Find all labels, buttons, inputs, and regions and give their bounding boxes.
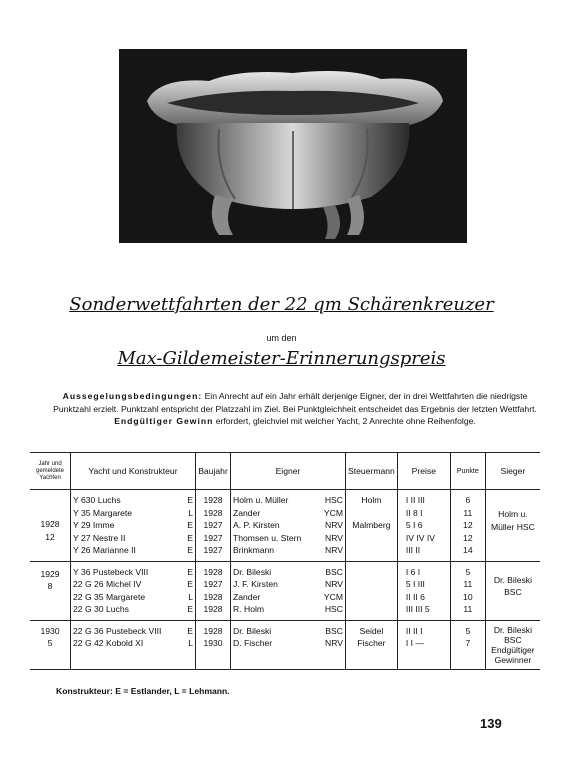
header-baujahr: Baujahr — [196, 453, 231, 490]
owner-name: R. Holm — [233, 604, 265, 614]
cell-preise — [397, 561, 450, 620]
helmsman: Seidel — [359, 625, 384, 636]
year-value: 1929 — [40, 568, 60, 579]
cell-punkte — [450, 561, 485, 620]
yacht-line — [73, 625, 193, 638]
race-placings: I 6 I — [405, 566, 421, 577]
winner-line: Endgültiger — [491, 644, 535, 655]
owner-name: Zander — [233, 591, 261, 602]
designer-code: E — [187, 520, 193, 530]
owner-club: NRV — [325, 520, 343, 530]
header-eigner: Eigner — [231, 453, 346, 490]
helmsman — [348, 591, 395, 604]
race-placings: I I — — [405, 638, 424, 648]
cell-yacht — [71, 620, 196, 669]
entries-count: 5 — [47, 638, 53, 648]
build-year: 1928 — [203, 625, 223, 636]
conditions-label-2: Endgültiger Gewinn — [114, 416, 214, 427]
cell-eigner — [231, 561, 346, 620]
header-sieger: Sieger — [485, 453, 540, 490]
owner-name: J. F. Kirsten — [233, 579, 278, 589]
cell-preise — [397, 490, 450, 562]
winner-line: Dr. Bileski — [493, 574, 533, 585]
footer-note: Konstrukteur: E = Estlander, L = Lehmann. — [56, 686, 230, 696]
owner-line — [233, 494, 343, 507]
owner-club: HSC — [324, 495, 343, 505]
yacht-line — [73, 544, 193, 557]
cell-punkte — [450, 490, 485, 562]
cell-eigner — [231, 620, 346, 669]
owner-line — [233, 566, 343, 579]
owner-line — [233, 507, 343, 520]
points: 7 — [465, 638, 471, 648]
owner-club: NRV — [325, 638, 343, 648]
points: 10 — [463, 591, 473, 602]
results-table-wrapper — [30, 452, 540, 670]
yacht-line — [73, 507, 193, 520]
designer-code: E — [187, 579, 193, 589]
cell-jahr — [30, 490, 71, 562]
race-placings: II II I — [405, 625, 423, 636]
conditions-paragraph — [50, 390, 540, 428]
owner-line — [233, 591, 343, 604]
build-year: 1930 — [203, 638, 223, 648]
header-jahr: Jahr und gemeldete Yachten — [30, 453, 71, 490]
helmsman: Holm — [361, 495, 382, 505]
owner-line — [233, 603, 343, 616]
year-value: 1928 — [40, 519, 60, 529]
cell-punkte — [450, 620, 485, 669]
build-year: 1927 — [203, 532, 223, 543]
build-year: 1928 — [203, 604, 223, 614]
results-table — [30, 452, 540, 670]
title-line-1: Sonderwettfahrten der 22 qm Schärenkreuzer — [69, 294, 494, 315]
winner-line: BSC — [504, 634, 522, 645]
yacht-line — [73, 578, 193, 591]
yacht-name: Y 26 Marianne II — [73, 545, 136, 555]
helmsman — [348, 578, 395, 591]
table-row — [30, 561, 540, 620]
yacht-name: 22 G 36 Pustebeck VIII — [73, 625, 162, 636]
helmsman — [348, 566, 395, 579]
build-year: 1928 — [203, 495, 223, 505]
yacht-name: Y 35 Margarete — [73, 507, 133, 518]
header-yacht: Yacht und Konstrukteur — [71, 453, 196, 490]
owner-name: A. P. Kirsten — [233, 520, 280, 530]
yacht-name: 22 G 35 Margarete — [73, 591, 146, 602]
points: 5 — [465, 566, 471, 577]
table-row — [30, 490, 540, 562]
build-year: 1927 — [203, 579, 223, 589]
yacht-name: 22 G 26 Michel IV — [73, 579, 142, 589]
cell-steuermann — [346, 561, 398, 620]
points: 14 — [463, 545, 473, 555]
cell-baujahr — [196, 620, 231, 669]
build-year: 1927 — [203, 545, 223, 555]
entries-count: 8 — [47, 581, 53, 591]
owner-club: NRV — [325, 532, 343, 543]
winner-line: Holm u. — [498, 509, 528, 519]
build-year: 1927 — [203, 520, 223, 530]
cell-yacht — [71, 490, 196, 562]
owner-line — [233, 625, 343, 638]
points: 11 — [463, 579, 473, 589]
winner-line: Müller HSC — [490, 521, 535, 532]
cell-sieger — [485, 620, 540, 669]
owner-line — [233, 544, 343, 557]
title-line-2: Max-Gildemeister-Erinnerungspreis — [117, 348, 446, 369]
owner-name: Holm u. Müller — [233, 495, 289, 505]
header-steuermann: Steuermann — [346, 453, 398, 490]
owner-club: BSC — [325, 625, 343, 636]
race-placings: III III 5 — [405, 604, 430, 614]
cell-preise — [397, 620, 450, 669]
page-number: 139 — [480, 716, 502, 731]
owner-name: D. Fischer — [233, 638, 273, 648]
yacht-name: Y 36 Pustebeck VIII — [73, 566, 149, 577]
winner-line: Dr. Bileski — [493, 624, 533, 635]
designer-code: E — [187, 532, 193, 543]
owner-club: BSC — [325, 566, 343, 577]
entries-count: 12 — [45, 531, 55, 542]
owner-club: YCM — [323, 507, 343, 518]
designer-code: E — [187, 625, 193, 636]
yacht-line — [73, 494, 193, 507]
yacht-line — [73, 566, 193, 579]
helmsman: Malmberg — [352, 520, 391, 530]
cell-steuermann — [346, 490, 398, 562]
owner-line — [233, 637, 343, 650]
race-placings: II II 6 — [405, 591, 425, 602]
build-year: 1928 — [203, 591, 223, 602]
designer-code: L — [188, 591, 193, 602]
owner-club: HSC — [324, 604, 343, 614]
yacht-name: 22 G 42 Kobold XI — [73, 638, 144, 648]
owner-name: Brinkmann — [233, 545, 275, 555]
designer-code: E — [187, 545, 193, 555]
conditions-label-1: Aussegelungsbedingungen: — [62, 391, 203, 401]
cell-sieger — [485, 561, 540, 620]
yacht-name: Y 27 Nestre II — [73, 532, 126, 543]
year-value: 1930 — [40, 625, 60, 636]
owner-club: NRV — [325, 579, 343, 589]
yacht-name: Y 29 Imme — [73, 520, 115, 530]
race-placings: 5 I 6 — [405, 520, 423, 530]
designer-code: L — [188, 507, 193, 518]
silver-bowl-photo — [119, 49, 467, 243]
conditions-text-1: Ein Anrecht auf ein Jahr erhält derjenige Eigner, der in drei Wettfahrten die niedrigste Punktzahl erzielt. Punktzahl entspricht der Platzzahl im Ziel. Bei Punktgleichheit entscheidet das Ergebnis der letzten Wettfahrt. — [53, 391, 537, 414]
header-preise: Preise — [397, 453, 450, 490]
yacht-name: 22 G 30 Luchs — [73, 604, 129, 614]
cell-baujahr — [196, 490, 231, 562]
helmsman — [348, 603, 395, 616]
points: 11 — [463, 507, 473, 518]
owner-club: YCM — [323, 591, 343, 602]
race-placings: I II III — [405, 495, 425, 505]
yacht-line — [73, 603, 193, 616]
points: 6 — [465, 495, 471, 505]
build-year: 1928 — [203, 566, 223, 577]
designer-code: E — [187, 604, 193, 614]
cell-baujahr — [196, 561, 231, 620]
helmsman — [348, 532, 395, 545]
owner-line — [233, 519, 343, 532]
race-placings: 5 I III — [405, 579, 425, 589]
owner-name: Zander — [233, 507, 261, 518]
owner-club: NRV — [325, 545, 343, 555]
conditions-text-2: erfordert, gleichviel mit welcher Yacht, 2 Anrechte ohne Reihenfolge. — [215, 416, 476, 427]
yacht-line — [73, 637, 193, 650]
cell-jahr — [30, 620, 71, 669]
points: 11 — [463, 604, 473, 614]
points: 12 — [463, 520, 473, 530]
winner-line: BSC — [504, 587, 522, 597]
race-placings: IV IV IV — [405, 532, 435, 543]
owner-line — [233, 578, 343, 591]
points: 5 — [465, 625, 471, 636]
owner-name: Thomsen u. Stern — [233, 532, 302, 543]
race-placings: II 8 I — [405, 507, 423, 518]
build-year: 1928 — [203, 507, 223, 518]
race-placings: III II — [405, 545, 421, 555]
yacht-line — [73, 591, 193, 604]
yacht-name: Y 630 Luchs — [73, 495, 121, 505]
designer-code: E — [187, 495, 193, 505]
designer-code: E — [187, 566, 193, 577]
title-connector: um den — [266, 333, 297, 343]
winner-line: Gewinner — [494, 654, 532, 665]
cell-yacht — [71, 561, 196, 620]
owner-line — [233, 532, 343, 545]
table-header-row — [30, 453, 540, 490]
cell-jahr — [30, 561, 71, 620]
cell-steuermann — [346, 620, 398, 669]
helmsman — [348, 507, 395, 520]
cell-eigner — [231, 490, 346, 562]
table-row — [30, 620, 540, 669]
owner-name: Dr. Bileski — [233, 566, 272, 577]
header-punkte: Punkte — [450, 453, 485, 490]
yacht-line — [73, 519, 193, 532]
owner-name: Dr. Bileski — [233, 625, 272, 636]
cell-sieger — [485, 490, 540, 562]
points: 12 — [463, 532, 473, 543]
helmsman: Fischer — [357, 638, 386, 648]
designer-code: L — [188, 638, 193, 648]
helmsman — [348, 544, 395, 557]
yacht-line — [73, 532, 193, 545]
